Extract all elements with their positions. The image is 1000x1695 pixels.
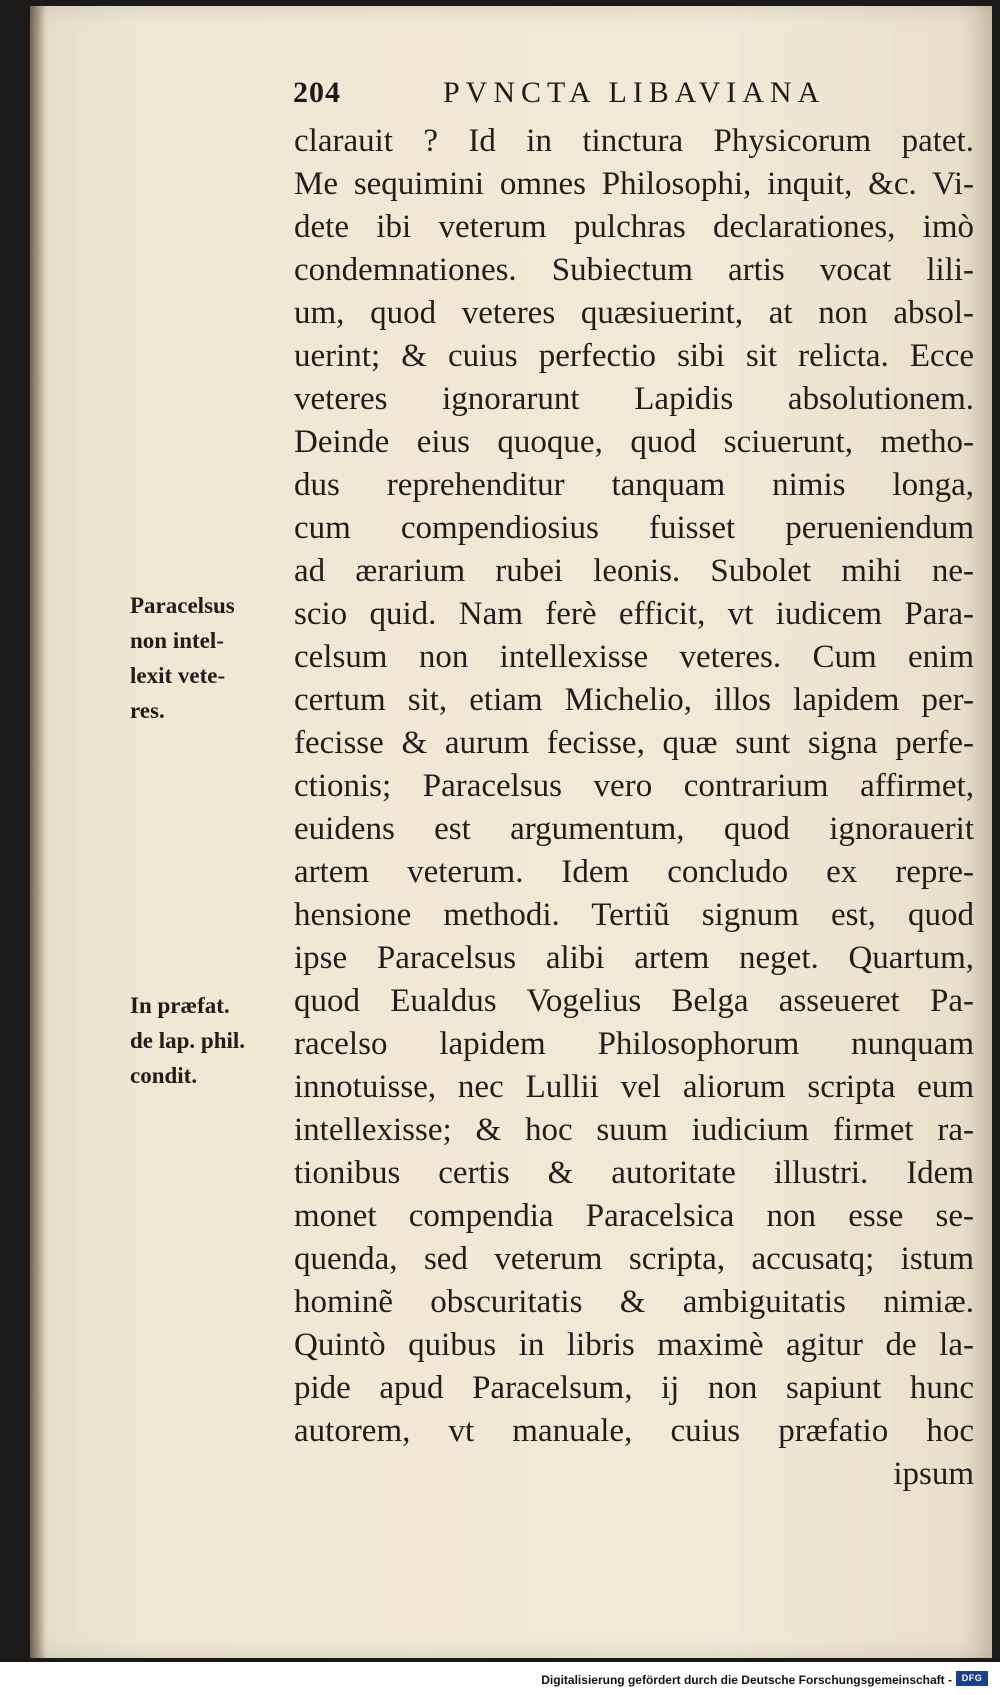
running-head: PVNCTA LIBAVIANA bbox=[443, 76, 826, 109]
text-line: scio quid. Nam ferè efficit, vt iudicem Para- bbox=[294, 596, 974, 632]
text-line: Deinde eius quoque, quod sciuerunt, metho- bbox=[294, 424, 974, 460]
text-line: racelso lapidem Philosophorum nunquam bbox=[294, 1026, 974, 1062]
page-header bbox=[293, 72, 913, 116]
text-line: euidens est argumentum, quod ignorauerit bbox=[294, 811, 974, 847]
margin-note-paracelsus bbox=[130, 588, 290, 728]
text-line: condemnationes. Subiectum artis vocat lili- bbox=[294, 252, 974, 288]
text-line: hominẽ obscuritatis & ambiguitatis nimiæ. bbox=[294, 1284, 974, 1320]
margin-note-line: non intel- bbox=[130, 628, 224, 653]
text-line: dete ibi veterum pulchras declarationes, imò bbox=[294, 209, 974, 245]
text-line: fecisse & aurum fecisse, quæ sunt signa perfe- bbox=[294, 725, 974, 761]
margin-note-line: lexit vete- bbox=[130, 663, 226, 688]
text-line: uerint; & cuius perfectio sibi sit relicta. Ecce bbox=[294, 338, 974, 374]
digitization-footer bbox=[0, 1668, 996, 1690]
margin-note-line: condit. bbox=[130, 1063, 198, 1088]
text-line: clarauit ? Id in tinctura Physicorum patet. bbox=[294, 123, 974, 159]
text-line: tionibus certis & autoritate illustri. Idem bbox=[294, 1155, 974, 1191]
text-line: certum sit, etiam Michelio, illos lapidem per- bbox=[294, 682, 974, 718]
text-line: pide apud Paracelsum, ij non sapiunt hunc bbox=[294, 1370, 974, 1406]
text-line: quod Eualdus Vogelius Belga asseueret Pa- bbox=[294, 983, 974, 1019]
margin-note-line: de lap. phil. bbox=[130, 1028, 246, 1053]
page-number: 204 bbox=[293, 76, 341, 109]
text-line: innotuisse, nec Lullii vel aliorum scripta eum bbox=[294, 1069, 974, 1105]
text-line: autorem, vt manuale, cuius præfatio hoc bbox=[294, 1413, 974, 1449]
dfg-logo: DFG bbox=[956, 1671, 988, 1686]
margin-note-line: res. bbox=[130, 698, 165, 723]
text-line: ad ærarium rubei leonis. Subolet mihi ne- bbox=[294, 553, 974, 589]
text-line: veteres ignorarunt Lapidis absolutionem. bbox=[294, 381, 974, 417]
text-line: quenda, sed veterum scripta, accusatq; istum bbox=[294, 1241, 974, 1277]
text-line: intellexisse; & hoc suum iudicium firmet ra- bbox=[294, 1112, 974, 1148]
text-line: dus reprehenditur tanquam nimis longa, bbox=[294, 467, 974, 503]
text-line: ctionis; Paracelsus vero contrarium affirmet, bbox=[294, 768, 974, 804]
body-text bbox=[294, 120, 974, 1496]
margin-note-line: In præfat. bbox=[130, 993, 230, 1018]
catchword: ipsum bbox=[893, 1456, 974, 1492]
text-line: um, quod veteres quæsiuerint, at non absol- bbox=[294, 295, 974, 331]
margin-note-praefat bbox=[130, 988, 290, 1093]
text-line: monet compendia Paracelsica non esse se- bbox=[294, 1198, 974, 1234]
text-line: artem veterum. Idem concludo ex repre- bbox=[294, 854, 974, 890]
funding-credit: Digitalisierung gefördert durch die Deutsche Forschungsgemeinschaft - bbox=[541, 1673, 952, 1687]
margin-note-line: Paracelsus bbox=[130, 593, 235, 618]
text-line: ipse Paracelsus alibi artem neget. Quartum, bbox=[294, 940, 974, 976]
text-line: celsum non intellexisse veteres. Cum enim bbox=[294, 639, 974, 675]
text-line: cum compendiosius fuisset perueniendum bbox=[294, 510, 974, 546]
text-line: hensione methodi. Tertiũ signum est, quod bbox=[294, 897, 974, 933]
text-line: Quintò quibus in libris maximè agitur de la- bbox=[294, 1327, 974, 1363]
text-line: Me sequimini omnes Philosophi, inquit, &c. Vi- bbox=[294, 166, 974, 202]
spine-shadow bbox=[30, 6, 46, 1658]
